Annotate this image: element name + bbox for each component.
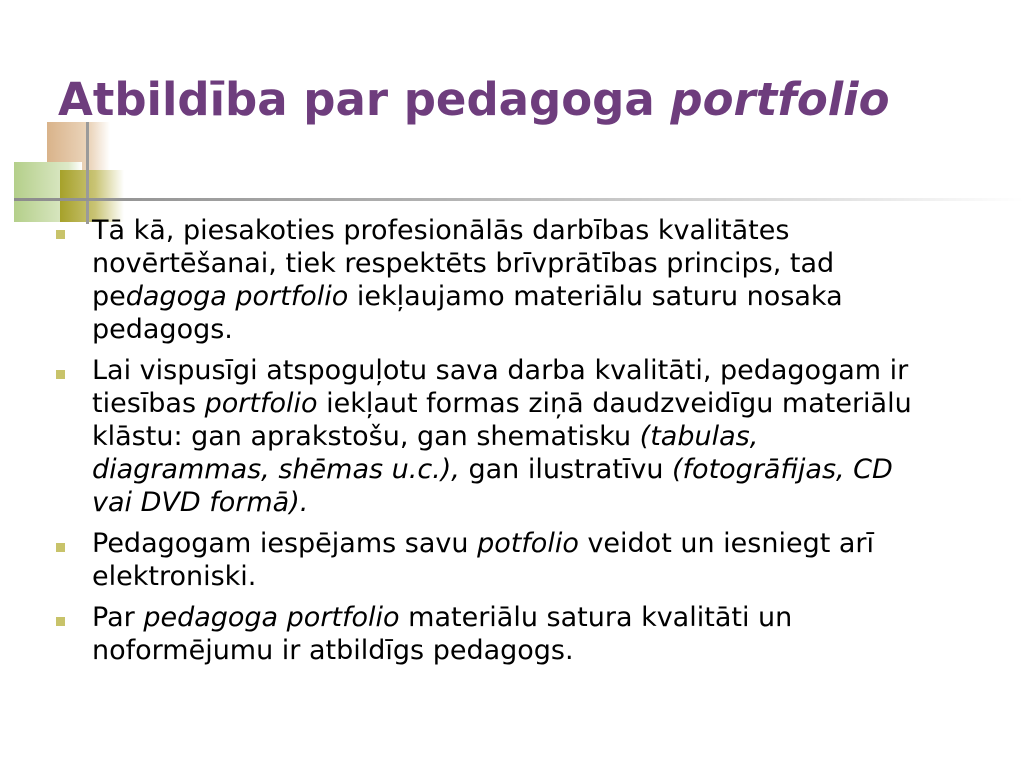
title-text: Atbildība par pedagoga (58, 73, 671, 126)
decorative-vertical-line (86, 122, 89, 224)
square-bullet-icon (56, 543, 65, 552)
slide-title (58, 70, 890, 130)
bullet-text: Par (92, 602, 144, 633)
bullet-item-4 (56, 601, 936, 667)
bullet-text: Pedagogam iespējams savu (92, 528, 478, 559)
bullet-text: iekļaut formas ziņā daudzveidīgu materiālu klāstu: gan aprakstošu, gan shematisku (92, 388, 912, 452)
bullet-text: Tā kā, piesakoties profesionālās darbības kvalitātes novērtēšanai, tiek respektēts brīvprātības princips, tad pe (92, 215, 835, 312)
bullet-italic-text: (tabulas, diagrammas, shēmas u.c.), (92, 421, 759, 485)
bullet-item-2 (56, 354, 936, 519)
bullet-text: Lai vispusīgi atspoguļotu sava darba kvalitāti, pedagogam ir tiesības (92, 355, 909, 419)
bullet-text: veidot un iesniegt arī elektroniski. (92, 528, 875, 592)
title-italic-text: portfolio (670, 73, 890, 126)
bullet-italic-text: pedagoga portfolio (143, 602, 400, 633)
bullet-list (56, 214, 936, 675)
bullet-italic-text: (fotogrāfijas, CD vai DVD formā). (92, 454, 893, 518)
bullet-italic-text: potfolio (477, 528, 579, 559)
square-bullet-icon (56, 230, 65, 239)
bullet-italic-text: portfolio (204, 388, 318, 419)
square-bullet-icon (56, 370, 65, 379)
bullet-text: iekļaujamo materiālu saturu nosaka pedagogs. (92, 281, 843, 345)
bullet-italic-text: dagoga portfolio (125, 281, 349, 312)
bullet-item-3 (56, 527, 936, 593)
square-bullet-icon (56, 617, 65, 626)
bullet-item-1 (56, 214, 936, 346)
bullet-text: gan ilustratīvu (459, 454, 673, 485)
bullet-text: materiālu satura kvalitāti un noformējumu ir atbildīgs pedagogs. (92, 602, 793, 666)
title-divider-line (14, 198, 1024, 201)
